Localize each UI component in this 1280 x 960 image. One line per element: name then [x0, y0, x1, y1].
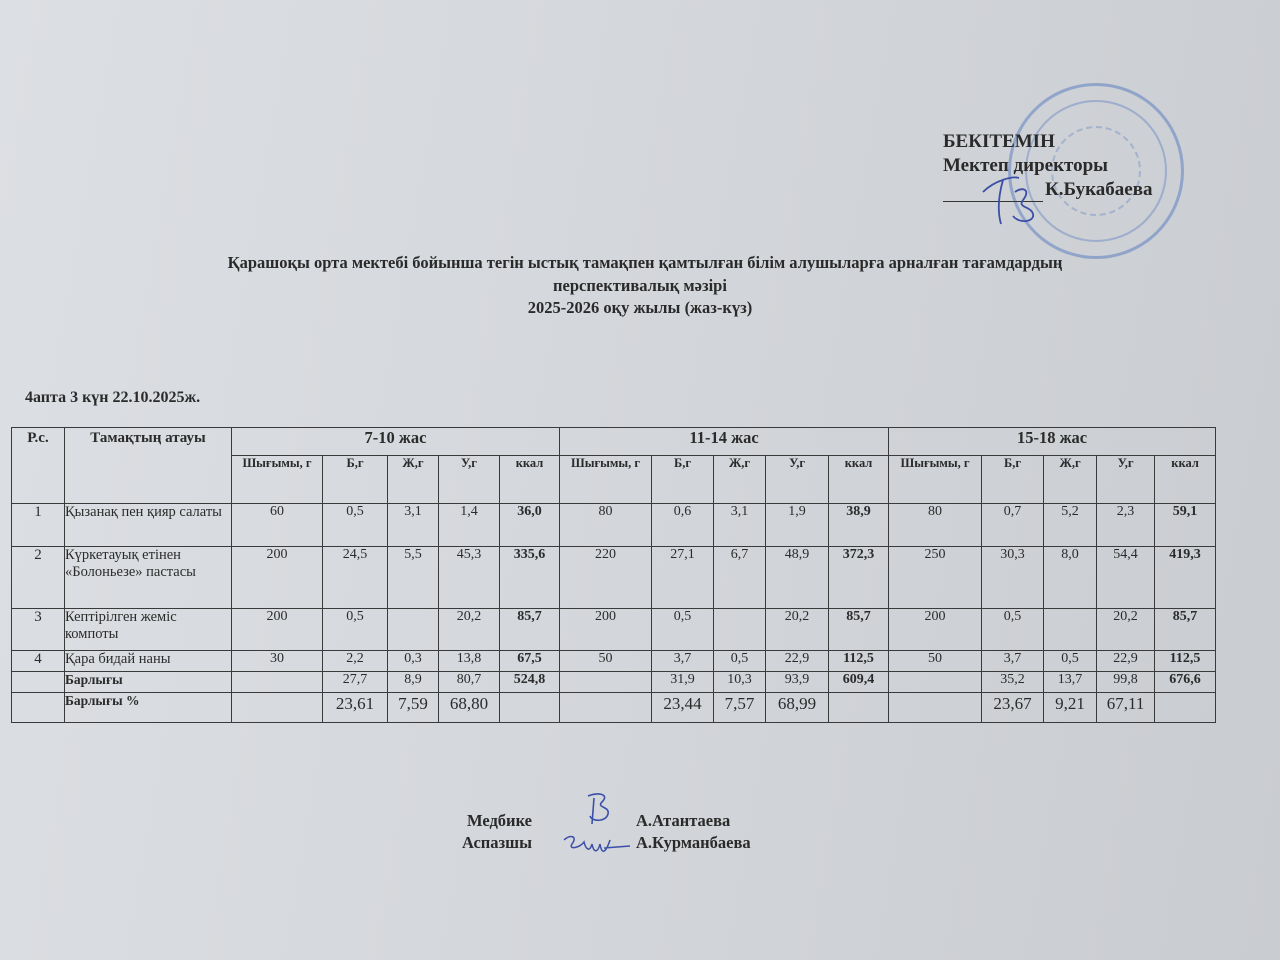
cell: 20,2 — [439, 609, 500, 651]
cell — [889, 693, 982, 723]
cell: 6,7 — [714, 547, 766, 609]
cell: 2,2 — [323, 651, 388, 672]
cell: 0,3 — [388, 651, 439, 672]
cell: 10,3 — [714, 672, 766, 693]
row-number: 4 — [12, 651, 65, 672]
cell: 85,7 — [500, 609, 560, 651]
cell: 23,67 — [982, 693, 1044, 723]
cell: 524,8 — [500, 672, 560, 693]
cell: 59,1 — [1155, 504, 1216, 547]
cell — [560, 693, 652, 723]
cell — [232, 672, 323, 693]
header-rs: Р.с. — [12, 428, 65, 504]
cell — [889, 672, 982, 693]
subheader-protein: Б,г — [323, 456, 388, 504]
cell: 85,7 — [1155, 609, 1216, 651]
cell: 0,5 — [982, 609, 1044, 651]
cell: 5,5 — [388, 547, 439, 609]
empty-cell — [12, 693, 65, 723]
subheader-protein: Б,г — [982, 456, 1044, 504]
header-group-15-18: 15-18 жас — [889, 428, 1216, 456]
cell: 20,2 — [1097, 609, 1155, 651]
subheader-yield: Шығымы, г — [560, 456, 652, 504]
cell: 99,8 — [1097, 672, 1155, 693]
cell: 200 — [560, 609, 652, 651]
cell: 80 — [560, 504, 652, 547]
cell: 22,9 — [1097, 651, 1155, 672]
cell: 60 — [232, 504, 323, 547]
cell: 13,7 — [1044, 672, 1097, 693]
row-number: 2 — [12, 547, 65, 609]
nurse-signature-icon — [580, 790, 620, 828]
cell: 8,0 — [1044, 547, 1097, 609]
subheader-yield: Шығымы, г — [232, 456, 323, 504]
signer-role: Аспазшы — [461, 833, 532, 852]
empty-cell — [12, 672, 65, 693]
cell: 23,44 — [652, 693, 714, 723]
cell: 13,8 — [439, 651, 500, 672]
cell: 80,7 — [439, 672, 500, 693]
cell: 8,9 — [388, 672, 439, 693]
cell: 250 — [889, 547, 982, 609]
subheader-carbs: У,г — [1097, 456, 1155, 504]
cell: 372,3 — [829, 547, 889, 609]
cell: 27,7 — [323, 672, 388, 693]
cell: 0,5 — [323, 609, 388, 651]
table-row — [12, 651, 1216, 672]
cell: 200 — [889, 609, 982, 651]
cell — [714, 609, 766, 651]
approval-position: Мектеп директоры — [943, 155, 1109, 176]
title-line-2: перспективалық мәзірі — [553, 275, 727, 295]
cell — [560, 672, 652, 693]
cell: 676,6 — [1155, 672, 1216, 693]
subheader-fat: Ж,г — [388, 456, 439, 504]
subheader-fat: Ж,г — [714, 456, 766, 504]
cell: 68,80 — [439, 693, 500, 723]
cell: 68,99 — [766, 693, 829, 723]
cell: 50 — [889, 651, 982, 672]
cell: 3,1 — [714, 504, 766, 547]
menu-table — [11, 427, 1216, 723]
cell: 0,5 — [323, 504, 388, 547]
approval-heading: БЕКІТЕМІН — [943, 131, 1055, 152]
cell: 419,3 — [1155, 547, 1216, 609]
cell: 0,5 — [714, 651, 766, 672]
cell: 50 — [560, 651, 652, 672]
cell: 24,5 — [323, 547, 388, 609]
cell: 67,11 — [1097, 693, 1155, 723]
cell: 35,2 — [982, 672, 1044, 693]
subheader-kcal: ккал — [829, 456, 889, 504]
header-group-11-14: 11-14 жас — [560, 428, 889, 456]
cell: 80 — [889, 504, 982, 547]
cell: 3,7 — [652, 651, 714, 672]
cell: 22,9 — [766, 651, 829, 672]
subheader-protein: Б,г — [652, 456, 714, 504]
cell: 0,5 — [1044, 651, 1097, 672]
percent-row — [12, 693, 1216, 723]
subheader-fat: Ж,г — [1044, 456, 1097, 504]
total-row — [12, 672, 1216, 693]
cell: 38,9 — [829, 504, 889, 547]
cell: 220 — [560, 547, 652, 609]
cell: 112,5 — [829, 651, 889, 672]
cell: 1,4 — [439, 504, 500, 547]
header-group-7-10: 7-10 жас — [232, 428, 560, 456]
table-row — [12, 504, 1216, 547]
cell: 48,9 — [766, 547, 829, 609]
cell: 5,2 — [1044, 504, 1097, 547]
cell: 67,5 — [500, 651, 560, 672]
cell: 85,7 — [829, 609, 889, 651]
cell: 45,3 — [439, 547, 500, 609]
subheader-yield: Шығымы, г — [889, 456, 982, 504]
subheader-carbs: У,г — [766, 456, 829, 504]
table-row — [12, 609, 1216, 651]
header-name: Тамақтың атауы — [65, 428, 232, 504]
cell: 20,2 — [766, 609, 829, 651]
cell — [829, 693, 889, 723]
cell — [1155, 693, 1216, 723]
percent-label: Барлығы % — [65, 693, 232, 723]
cell: 1,9 — [766, 504, 829, 547]
cell — [1044, 609, 1097, 651]
cell — [388, 609, 439, 651]
cell: 30,3 — [982, 547, 1044, 609]
table-row — [12, 547, 1216, 609]
row-number: 3 — [12, 609, 65, 651]
cell: 609,4 — [829, 672, 889, 693]
cell: 200 — [232, 547, 323, 609]
cell: 112,5 — [1155, 651, 1216, 672]
cell: 7,59 — [388, 693, 439, 723]
day-date-label: 4апта 3 күн 22.10.2025ж. — [25, 389, 201, 406]
cell: 36,0 — [500, 504, 560, 547]
approver-name: К.Букабаева — [1045, 179, 1153, 200]
cell: 200 — [232, 609, 323, 651]
cell: 7,57 — [714, 693, 766, 723]
cell: 23,61 — [323, 693, 388, 723]
signer-role: Медбике — [467, 811, 532, 830]
row-number: 1 — [12, 504, 65, 547]
title-line-1: Қарашоқы орта мектебі бойынша тегін ыстық тамақпен қамтылған білім алушыларға арналған тағамдардың — [227, 253, 1063, 272]
document-title — [0, 252, 1280, 320]
cell: 30 — [232, 651, 323, 672]
cell: 31,9 — [652, 672, 714, 693]
cell: 54,4 — [1097, 547, 1155, 609]
signer-name: А.Курманбаева — [636, 833, 751, 852]
cell — [232, 693, 323, 723]
dish-name: Күркетауық етінен «Болоньезе» пастасы — [65, 547, 232, 609]
subheader-kcal: ккал — [500, 456, 560, 504]
subheader-kcal: ккал — [1155, 456, 1216, 504]
total-label: Барлығы — [65, 672, 232, 693]
cell — [500, 693, 560, 723]
dish-name: Қызанақ пен қияр салаты — [65, 504, 232, 547]
dish-name: Қара бидай наны — [65, 651, 232, 672]
signer-name: А.Атантаева — [636, 811, 731, 830]
cell: 0,7 — [982, 504, 1044, 547]
cell: 3,7 — [982, 651, 1044, 672]
subheader-carbs: У,г — [439, 456, 500, 504]
cell: 9,21 — [1044, 693, 1097, 723]
cell: 335,6 — [500, 547, 560, 609]
cell: 3,1 — [388, 504, 439, 547]
title-line-3: 2025-2026 оқу жылы (жаз-күз) — [527, 298, 753, 317]
cook-signature-icon — [560, 830, 632, 860]
director-signature-icon — [975, 162, 1050, 232]
cell: 27,1 — [652, 547, 714, 609]
cell: 0,5 — [652, 609, 714, 651]
dish-name: Кептірілген жеміс компоты — [65, 609, 232, 651]
cell: 2,3 — [1097, 504, 1155, 547]
cell: 93,9 — [766, 672, 829, 693]
cell: 0,6 — [652, 504, 714, 547]
